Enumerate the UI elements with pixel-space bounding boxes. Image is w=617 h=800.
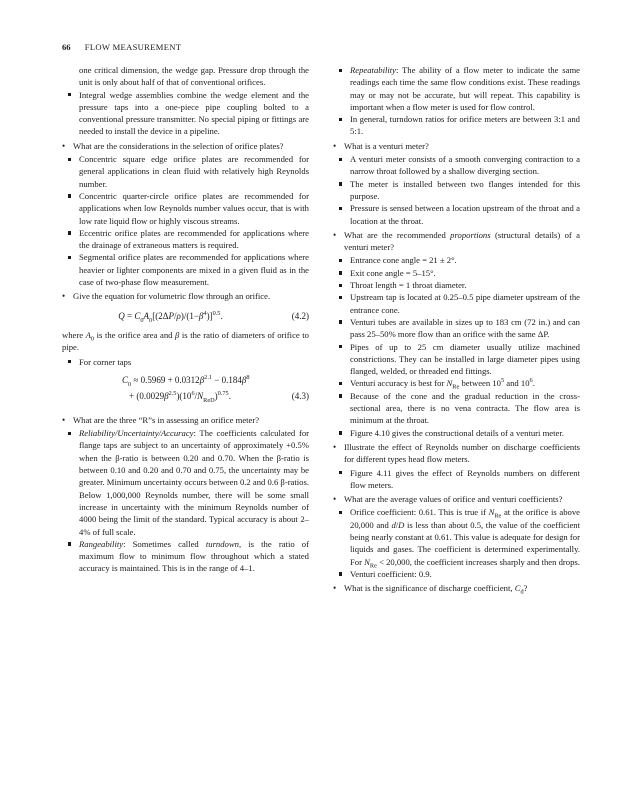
bullet-item: Rangeability: Sometimes called turndown, is the ratio of maximum flow to minimum flow throughout which a stated accuracy is maintained. This is in the range of 4–1. xyxy=(62,538,309,575)
bullet-item: Figure 4.10 gives the constructional details of a venturi meter. xyxy=(333,427,580,439)
bullet-item: Concentric square edge orifice plates are recommended for general applications in clean fluid with relatively high Reynolds number. xyxy=(62,153,309,190)
bullet-item: The meter is installed between two flanges intended for this purpose. xyxy=(333,178,580,203)
question: • Illustrate the effect of Reynolds number on discharge coefficients for different types head flow meters. xyxy=(333,441,580,466)
bullet-item: Venturi coefficient: 0.9. xyxy=(333,568,580,580)
page-number: 66 xyxy=(62,42,71,52)
bullet-item: Concentric quarter-circle orifice plates are recommended for applications when low Reynolds number values occur, that is with low rate liquid flow or highly viscous streams. xyxy=(62,190,309,227)
bullet-item: Repeatability: The ability of a flow meter to indicate the same readings each time the same flow conditions exist. These readings may or may not be accurate, but will repeat. This capability is important when a flow meter is used for flow control. xyxy=(333,64,580,113)
bullet-item: Integral wedge assemblies combine the wedge element and the pressure taps into a one-piece pipe coupling bolted to a conventional pressure transmitter. No special piping or fittings are needed to install the device in a pipeline. xyxy=(62,89,309,138)
question: • Give the equation for volumetric flow through an orifice. xyxy=(62,290,309,302)
question: • What are the considerations in the selection of orifice plates? xyxy=(62,140,309,152)
left-column xyxy=(62,64,309,575)
bullet-item: A venturi meter consists of a smooth converging contraction to a narrow throat followed by a shallow diverging section. xyxy=(333,153,580,178)
bullet-item: Figure 4.11 gives the effect of Reynolds numbers on different flow meters. xyxy=(333,467,580,492)
bullet-item: Eccentric orifice plates are recommended for applications where the drainage of extraneous matters is required. xyxy=(62,227,309,252)
equation-4-3: $C_0 \approx 0.5969 + 0.0312\beta^{2.1} - 0.184\beta^8$ + $(0.0029\beta^{2.5})(10^6/N_{ReD})^{0.75}$. (4.3) xyxy=(122,373,309,404)
bullet-item: Reliability/Uncertainty/Accuracy: The coefficients calculated for flange taps are subject to an uncertainty of approximately +0.5% when the β-ratio is between 0.20 and 0.70. When the β-ratio is between 0.10 and 0.20 and 0.70 and 0.75, the uncertainty may be greater. Minimum uncertainty occurs between 0.2 and 0.6 β-ratios. Below 1,000,000 Reynolds number, there will be some small increase in uncertainty with the minimum Reynolds number of 4000 being the limit of the standard. Typical accuracy is about 2–4% of full scale. xyxy=(62,427,309,538)
right-column xyxy=(333,64,580,595)
bullet-item: Upstream tap is located at 0.25–0.5 pipe diameter upstream of the entrance cone. xyxy=(333,291,580,316)
running-title: FLOW MEASUREMENT xyxy=(84,42,182,52)
bullet-item: Pressure is sensed between a location upstream of the throat and a location at the throat. xyxy=(333,202,580,227)
bullet-item: For corner taps xyxy=(62,356,309,368)
bullet-item: Segmental orifice plates are recommended for applications where heavier or lighter components are mixed in a given fluid as in the case of two-phase flow measurement. xyxy=(62,251,309,288)
equation-number: (4.3) xyxy=(291,390,309,401)
bullet-item: Venturi accuracy is best for $N_{Re}$ between $10^5$ and $10^6$. xyxy=(333,377,580,389)
paragraph: one critical dimension, the wedge gap. Pressure drop through the unit is only about half of that of conventional orifices. xyxy=(79,65,309,88)
bullet-item: Because of the cone and the gradual reduction in the cross-sectional area, there is no vena contracta. The flow area is minimum at the throat. xyxy=(333,390,580,427)
equation-number: (4.2) xyxy=(291,310,309,321)
question: • What is a venturi meter? xyxy=(333,140,580,152)
page-header xyxy=(62,42,181,52)
question: • What are the average values of orifice and venturi coefficients? xyxy=(333,493,580,505)
bullet-item: Exit cone angle = 5–15°. xyxy=(333,267,580,279)
question: • What is the significance of discharge coefficient, $C_d$? xyxy=(333,582,580,594)
bullet-item: Venturi tubes are available in sizes up to 183 cm (72 in.) and can pass 25–50% more flow than an orifice with the same ΔP. xyxy=(333,316,580,341)
bullet-item: Orifice coefficient: 0.61. This is true if $N_{Re}$ at the orifice is above 20,000 and d/D is less than about 0.5, the value of the coefficient being nearly constant at 0.61. This value is adequate for design for liquids and gases. The coefficient is determined experimentally. For $N_{Re} < 20,000$, the coefficient increases sharply and then drops. xyxy=(333,506,580,567)
question: • What are the three “R”s in assessing an orifice meter? xyxy=(62,414,309,426)
question: • What are the recommended proportions (structural details) of a venturi meter? xyxy=(333,229,580,254)
bullet-item: Pipes of up to 25 cm diameter usually utilize machined constrictions. They can be installed in large diameter pipes using flanged, welded, or threaded end fittings. xyxy=(333,341,580,378)
paragraph: where $A_0$ is the orifice area and β is the ratio of diameters of orifice to pipe. xyxy=(62,329,309,353)
equation-4-2: $Q = C_0A_0[(2\Delta P/\rho)/(1-\beta^4)]^{0.5}$. (4.2) xyxy=(118,309,309,324)
bullet-item: Throat length = 1 throat diameter. xyxy=(333,279,580,291)
bullet-item: Entrance cone angle = 21 ± 2°. xyxy=(333,254,580,266)
bullet-item: In general, turndown ratios for orifice meters are between 3:1 and 5:1. xyxy=(333,113,580,138)
